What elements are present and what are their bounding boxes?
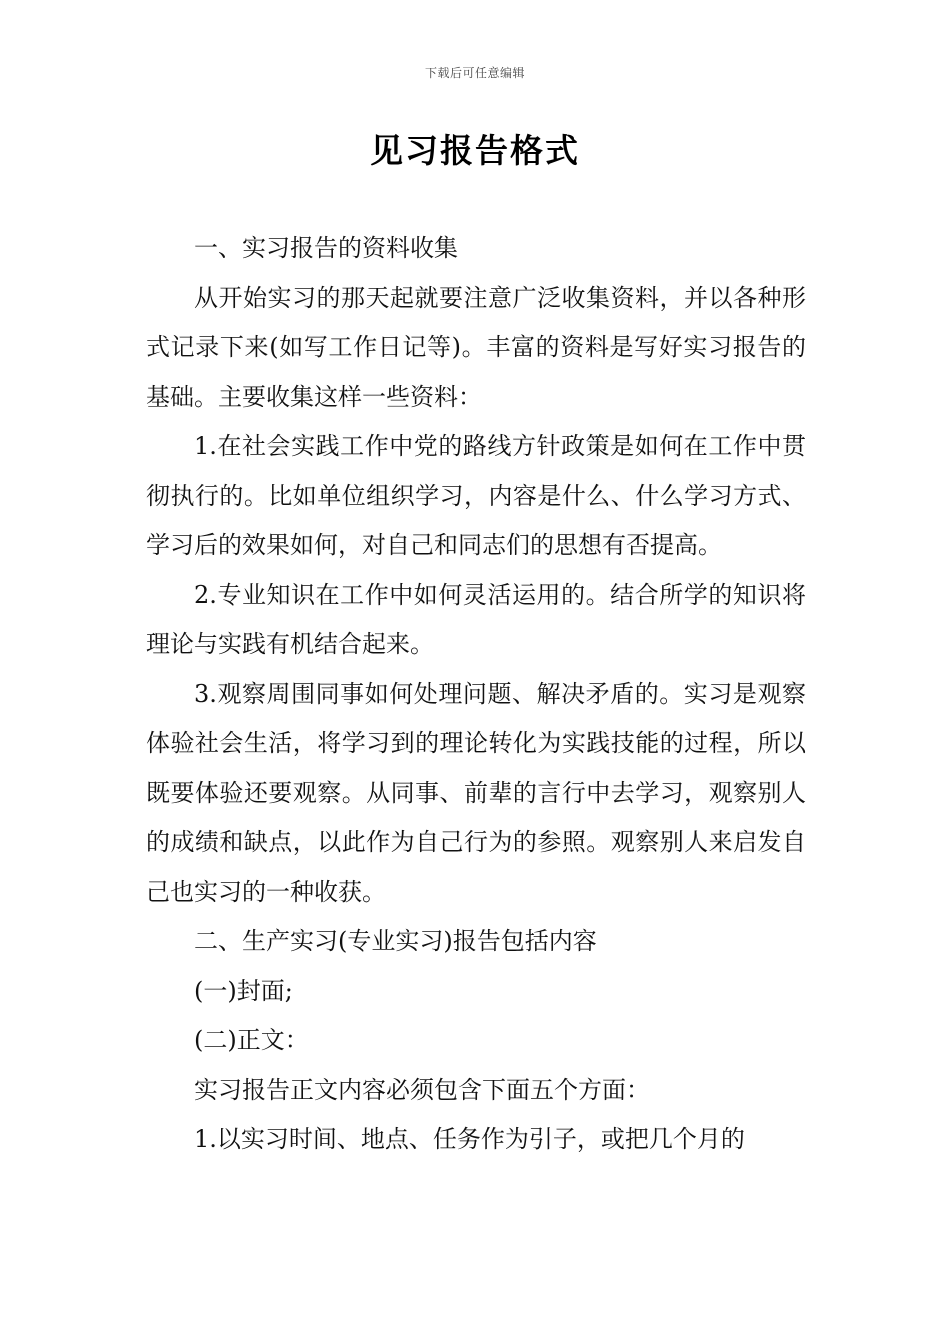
sub-heading: (一)封面; xyxy=(194,976,293,1005)
list-item: 3.观察周围同事如何处理问题、解决矛盾的。实习是观察体验社会生活，将学习到的理论转化为实践技能的过程，所以既要体验还要观察。从同事、前辈的言行中去学习，观察别人的成绩和缺点，以此作为自己行为的参照。观察别人来启发自己也实习的一种收获。 xyxy=(146,679,806,906)
list-item: 2.专业知识在工作中如何灵活运用的。结合所学的知识将理论与实践有机结合起来。 xyxy=(146,580,806,658)
body-paragraph: 实习报告正文内容必须包含下面五个方面： xyxy=(194,1075,650,1104)
document-title: 见习报告格式 xyxy=(370,131,580,170)
list-item: 1.以实习时间、地点、任务作为引子，或把几个月的 xyxy=(194,1125,745,1153)
list-item: 1.在社会实践工作中党的路线方针政策是如何在工作中贯彻执行的。比如单位组织学习，内容是什么、什么学习方式、学习后的效果如何，对自己和同志们的思想有否提高。 xyxy=(146,432,806,559)
page-header-note: 下载后可任意编辑 xyxy=(424,66,525,80)
document-body xyxy=(146,224,806,1165)
section-heading: 二、生产实习(专业实习)报告包括内容 xyxy=(194,927,597,955)
sub-heading: (二)正文： xyxy=(194,1026,309,1054)
body-paragraph: 从开始实习的那天起就要注意广泛收集资料，并以各种形式记录下来(如写工作日记等)。丰富的资料是写好实习报告的基础。主要收集这样一些资料： xyxy=(146,283,806,411)
section-heading: 一、实习报告的资料收集 xyxy=(194,234,458,262)
